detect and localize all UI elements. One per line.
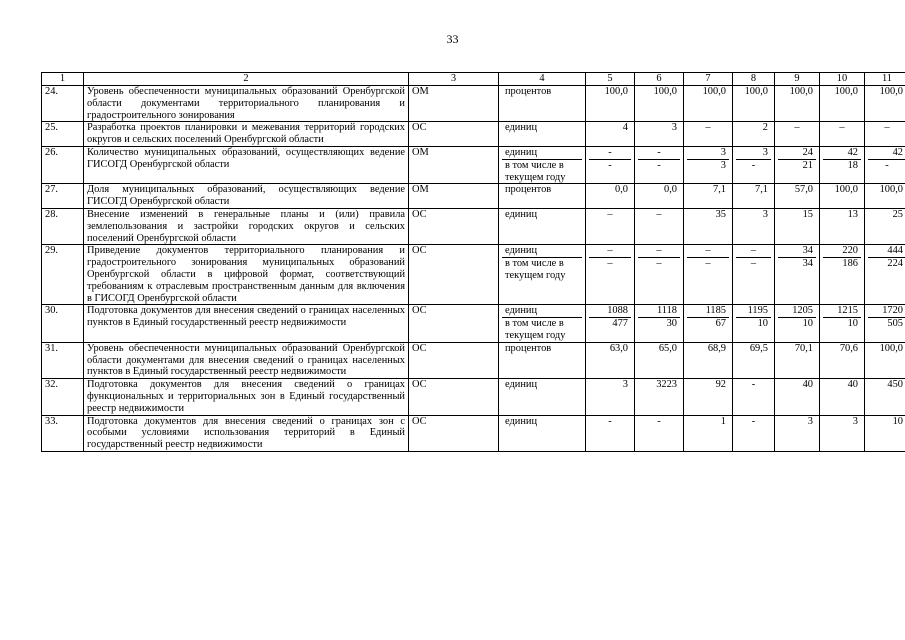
value-cell	[820, 342, 865, 378]
value-cell	[635, 122, 684, 147]
unit-cell	[499, 342, 586, 378]
value-cell	[733, 184, 775, 209]
unit-label: единиц	[505, 208, 538, 220]
value-cell	[684, 184, 733, 209]
value: 3	[622, 379, 628, 391]
column-header: 9	[775, 73, 820, 86]
value-cell	[733, 305, 775, 342]
value-cell	[820, 208, 865, 244]
value: 42	[868, 147, 905, 160]
value-cell	[865, 245, 905, 305]
value-cell	[865, 122, 905, 147]
value: 1118	[638, 305, 680, 318]
value-cell	[635, 245, 684, 305]
value-cell	[684, 305, 733, 342]
value-cell	[865, 184, 905, 209]
value: -	[751, 379, 756, 391]
value: 21	[802, 159, 813, 171]
value: 10	[802, 318, 813, 330]
indicators-table	[41, 72, 905, 452]
value-cell	[733, 245, 775, 305]
unit-label: единиц	[502, 147, 582, 160]
value: 100,0	[834, 86, 858, 97]
unit-cell	[499, 415, 586, 451]
value: –	[687, 245, 729, 258]
value-cell	[865, 415, 905, 451]
value: 10	[847, 318, 858, 330]
value: 1	[720, 415, 726, 427]
value: –	[607, 208, 613, 220]
table-row	[42, 86, 905, 122]
unit-cell	[499, 208, 586, 244]
value: -	[751, 415, 756, 427]
table-row	[42, 122, 905, 147]
value: 100,0	[879, 342, 903, 354]
indicator-code: ОМ	[409, 146, 499, 183]
value-cell	[733, 379, 775, 415]
indicator-name: Подготовка документов для внесения сведений о границах населенных пунктов в Единый государственный реестр недвижимости	[84, 305, 409, 342]
indicator-name: Уровень обеспеченности муниципальных образований Оренбургской области документами территориального планирования и градостроительного зонирования	[84, 86, 409, 122]
table-row	[42, 342, 905, 378]
value: 7,1	[713, 184, 726, 196]
value-cell	[684, 146, 733, 183]
value: 100,0	[744, 86, 768, 97]
value: 100,0	[702, 86, 726, 97]
value-cell	[775, 86, 820, 122]
indicator-code: ОС	[409, 305, 499, 342]
value: 42	[823, 147, 861, 160]
value: 3	[762, 208, 768, 220]
value: 10	[757, 318, 768, 330]
value: 63,0	[609, 342, 628, 354]
value: 100,0	[653, 86, 677, 97]
value: 68,9	[707, 342, 726, 354]
table-row	[42, 415, 905, 451]
value-cell	[635, 379, 684, 415]
value: -	[751, 159, 756, 171]
table-row	[42, 208, 905, 244]
value: -	[885, 159, 889, 171]
row-number: 33.	[42, 415, 84, 451]
row-number: 25.	[42, 122, 84, 147]
value-cell	[684, 122, 733, 147]
value: –	[750, 258, 757, 270]
value: 0,0	[615, 184, 628, 196]
indicator-name: Приведение документов территориального планирования и градостроительного зонирования муниципальных образований Оренбургской области в цифровой формат, соответствующий требованиям к отраслевым пространственным данным для включения в ГИСОГД Оренбургской области	[84, 245, 409, 305]
value: 40	[847, 379, 858, 391]
value: 3	[807, 415, 813, 427]
value: 18	[847, 159, 858, 171]
value-cell	[733, 146, 775, 183]
header-row	[42, 73, 905, 86]
value: 1720	[868, 305, 905, 318]
indicator-code: ОС	[409, 208, 499, 244]
unit-cell	[499, 305, 586, 342]
value: 65,0	[658, 342, 677, 354]
value-cell	[586, 245, 635, 305]
value-cell	[865, 379, 905, 415]
unit-cell	[499, 245, 586, 305]
column-header: 7	[684, 73, 733, 86]
value: 24	[778, 147, 816, 160]
indicator-code: ОС	[409, 342, 499, 378]
value-cell	[865, 146, 905, 183]
value-cell	[820, 379, 865, 415]
value: 15	[802, 208, 813, 220]
value-cell	[586, 122, 635, 147]
column-header: 3	[409, 73, 499, 86]
indicator-name: Подготовка документов для внесения сведений о границах функциональных и территориальных зон в Единый государственный реестр недвижимости	[84, 379, 409, 415]
value: 3223	[656, 379, 677, 391]
row-number: 31.	[42, 342, 84, 378]
value: 34	[802, 258, 813, 270]
value-cell	[635, 86, 684, 122]
value: 220	[823, 245, 861, 258]
unit-cell	[499, 122, 586, 147]
row-number: 28.	[42, 208, 84, 244]
value: 2	[762, 122, 768, 134]
value: 3	[852, 415, 858, 427]
value-cell	[684, 415, 733, 451]
value: 477	[612, 318, 628, 330]
unit-label: процентов	[505, 342, 552, 354]
indicator-code: ОМ	[409, 86, 499, 122]
value-cell	[865, 86, 905, 122]
value-cell	[820, 245, 865, 305]
unit-cell	[499, 184, 586, 209]
value-cell	[820, 86, 865, 122]
value: 100,0	[879, 184, 903, 196]
unit-label: единиц	[505, 379, 538, 391]
unit-label: единиц	[502, 305, 582, 318]
value: 1088	[589, 305, 631, 318]
unit-label: в том числе в текущем году	[505, 318, 566, 341]
table-row	[42, 245, 905, 305]
column-header: 4	[499, 73, 586, 86]
value-cell	[635, 184, 684, 209]
indicator-name: Внесение изменений в генеральные планы и (или) правила землепользования и застройки городских округов и сельских поселений Оренбургской области	[84, 208, 409, 244]
value-cell	[684, 208, 733, 244]
value: -	[589, 147, 631, 160]
indicator-name: Доля муниципальных образований, осуществляющих ведение ГИСОГД Оренбургской области	[84, 184, 409, 209]
value-cell	[586, 379, 635, 415]
value: 1215	[823, 305, 861, 318]
value: 444	[868, 245, 905, 258]
value: 1195	[736, 305, 771, 318]
unit-cell	[499, 379, 586, 415]
value-cell	[635, 415, 684, 451]
row-number: 29.	[42, 245, 84, 305]
value: –	[656, 258, 662, 270]
value: 3	[720, 159, 726, 171]
value-cell	[775, 146, 820, 183]
value: –	[736, 245, 771, 258]
unit-cell	[499, 86, 586, 122]
value: 13	[847, 208, 858, 220]
value-cell	[586, 208, 635, 244]
value-cell	[635, 305, 684, 342]
page-number: 33	[446, 32, 459, 46]
value: 70,1	[794, 342, 813, 354]
value: –	[884, 122, 890, 134]
value: 34	[778, 245, 816, 258]
value-cell	[775, 415, 820, 451]
value-cell	[820, 146, 865, 183]
value-cell	[635, 342, 684, 378]
value: -	[608, 415, 612, 427]
value-cell	[635, 208, 684, 244]
value-cell	[733, 415, 775, 451]
value: 7,1	[755, 184, 768, 196]
value: 92	[715, 379, 726, 391]
value: –	[794, 122, 800, 134]
value: 1205	[778, 305, 816, 318]
value-cell	[733, 342, 775, 378]
value: 4	[622, 122, 628, 134]
unit-label: в том числе в текущем году	[505, 258, 566, 281]
value: 3	[671, 122, 677, 134]
table-row	[42, 305, 905, 342]
column-header: 5	[586, 73, 635, 86]
value-cell	[775, 342, 820, 378]
value: -	[657, 159, 661, 171]
value: -	[657, 415, 661, 427]
unit-label: единиц	[502, 245, 582, 258]
row-number: 26.	[42, 146, 84, 183]
row-number: 30.	[42, 305, 84, 342]
value: –	[656, 208, 662, 220]
value-cell	[586, 305, 635, 342]
indicator-name: Подготовка документов для внесения сведений о границах зон с особыми условиями использования территорий в Единый государственный реестр недвижимости	[84, 415, 409, 451]
indicator-name: Количество муниципальных образований, осуществляющих ведение ГИСОГД Оренбургской области	[84, 146, 409, 183]
value: 40	[802, 379, 813, 391]
value-cell	[865, 342, 905, 378]
table-row	[42, 379, 905, 415]
value: 505	[887, 318, 903, 330]
value-cell	[775, 305, 820, 342]
row-number: 27.	[42, 184, 84, 209]
indicator-code: ОС	[409, 379, 499, 415]
value: –	[839, 122, 845, 134]
unit-label: процентов	[505, 184, 552, 196]
column-header: 10	[820, 73, 865, 86]
value-cell	[775, 379, 820, 415]
value: 100,0	[834, 184, 858, 196]
column-header: 8	[733, 73, 775, 86]
value-cell	[820, 122, 865, 147]
value: 100,0	[789, 86, 813, 97]
value: 3	[687, 147, 729, 160]
value-cell	[733, 86, 775, 122]
value-cell	[775, 184, 820, 209]
unit-label: процентов	[505, 86, 552, 97]
value: –	[705, 122, 711, 134]
indicator-code: ОС	[409, 122, 499, 147]
value: 35	[715, 208, 726, 220]
value-cell	[586, 146, 635, 183]
unit-label: единиц	[505, 122, 538, 134]
value-cell	[820, 305, 865, 342]
value: 69,5	[749, 342, 768, 354]
table-row	[42, 184, 905, 209]
value: –	[607, 258, 613, 270]
value-cell	[586, 415, 635, 451]
indicator-name: Уровень обеспеченности муниципальных образований Оренбургской области документами для внесения сведений о границах населенных пунктов в Единый государственный реестр недвижимости	[84, 342, 409, 378]
row-number: 32.	[42, 379, 84, 415]
column-header: 2	[84, 73, 409, 86]
value-cell	[865, 305, 905, 342]
value-cell	[775, 245, 820, 305]
value-cell	[733, 122, 775, 147]
row-number: 24.	[42, 86, 84, 122]
value-cell	[775, 122, 820, 147]
value-cell	[820, 415, 865, 451]
indicator-code: ОС	[409, 245, 499, 305]
value: 10	[892, 415, 903, 427]
value: –	[589, 245, 631, 258]
value-cell	[775, 208, 820, 244]
value: 1185	[687, 305, 729, 318]
value-cell	[635, 146, 684, 183]
value: 450	[887, 379, 903, 391]
unit-label: в том числе в текущем году	[505, 159, 566, 183]
unit-label: единиц	[505, 415, 538, 427]
value-cell	[586, 184, 635, 209]
unit-cell	[499, 146, 586, 183]
value: 3	[736, 147, 771, 160]
value: -	[638, 147, 680, 160]
indicator-name: Разработка проектов планировки и межевания территорий городских округов и сельских поселений Оренбургской области	[84, 122, 409, 147]
value: -	[608, 159, 612, 171]
value-cell	[586, 86, 635, 122]
value: 25	[892, 208, 903, 220]
value: 186	[842, 258, 858, 270]
value-cell	[684, 86, 733, 122]
value: –	[638, 245, 680, 258]
value: 224	[887, 258, 903, 270]
value: 100,0	[879, 86, 903, 97]
indicator-code: ОМ	[409, 184, 499, 209]
value: –	[705, 258, 711, 270]
value: 0,0	[664, 184, 677, 196]
column-header: 6	[635, 73, 684, 86]
value: 57,0	[794, 184, 813, 196]
value-cell	[684, 379, 733, 415]
value: 67	[715, 318, 726, 330]
column-header: 11	[865, 73, 905, 86]
value: 70,6	[839, 342, 858, 354]
value-cell	[820, 184, 865, 209]
table-row	[42, 146, 905, 183]
value: 30	[666, 318, 677, 330]
value-cell	[865, 208, 905, 244]
column-header: 1	[42, 73, 84, 86]
value-cell	[733, 208, 775, 244]
value-cell	[684, 342, 733, 378]
value-cell	[684, 245, 733, 305]
value: 100,0	[604, 86, 628, 97]
indicator-code: ОС	[409, 415, 499, 451]
value-cell	[586, 342, 635, 378]
